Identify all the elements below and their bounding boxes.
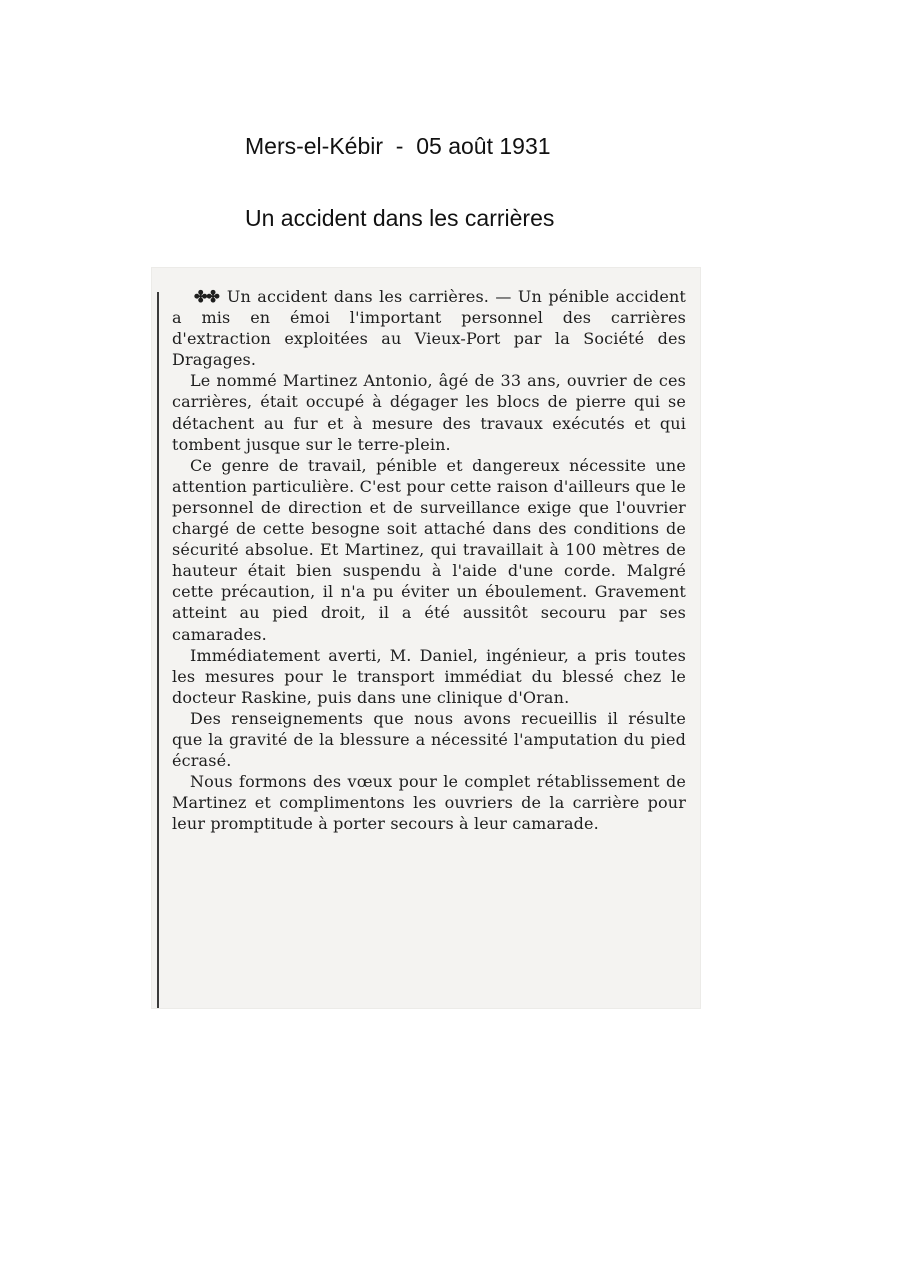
article-paragraph-6: Nous formons des vœux pour le complet rétablissement de Martinez et complimentons les ouvriers de la carrière pour leur promptitude à porter secours à leur camarade.	[172, 772, 686, 834]
article-paragraph-5: Des renseignements que nous avons recueillis il résulte que la gravité de la blessure a nécessité l'amputation du pied écrasé.	[172, 708, 686, 771]
column-rule	[157, 292, 159, 1008]
newspaper-clipping	[152, 268, 700, 1008]
date-heading: Mers-el-Kébir - 05 août 1931	[245, 133, 551, 159]
article-paragraph-3: Ce genre de travail, pénible et dangereux nécessite une attention particulière. C'est pour cette raison d'ailleurs que le personnel de direction et de surveillance exige que l'ouvrier chargé de cette besogne soit attaché dans des conditions de sécurité absolue. Et Martinez, qui travaillait à 100 mètres de hauteur était bien suspendu à l'aide d'une corde. Malgré cette précaution, il n'a pu éviter un éboulement. Gravement atteint au pied droit, il a été aussitôt secouru par ses camarades.	[172, 455, 686, 644]
article-title: Un accident dans les carrières	[245, 205, 555, 231]
article-paragraph-1	[172, 286, 686, 370]
paragraph-text: Un accident dans les carrières. — Un pénible accident a mis en émoi l'important personnel des carrières d'extraction exploitées au Vieux-Port par la Société des Dragages.	[172, 287, 686, 370]
article-body	[172, 286, 686, 834]
article-paragraph-4: Immédiatement averti, M. Daniel, ingénieur, a pris toutes les mesures pour le transport immédiat du blessé chez le docteur Raskine, puis dans une clinique d'Oran.	[172, 645, 686, 707]
paragraph-mark-icon: ✤✤	[194, 287, 219, 306]
article-paragraph-2: Le nommé Martinez Antonio, âgé de 33 ans, ouvrier de ces carrières, était occupé à dégager les blocs de pierre qui se détachent au fur et à mesure des travaux exécutés et qui tombent jusque sur le terre-plein.	[172, 371, 686, 454]
